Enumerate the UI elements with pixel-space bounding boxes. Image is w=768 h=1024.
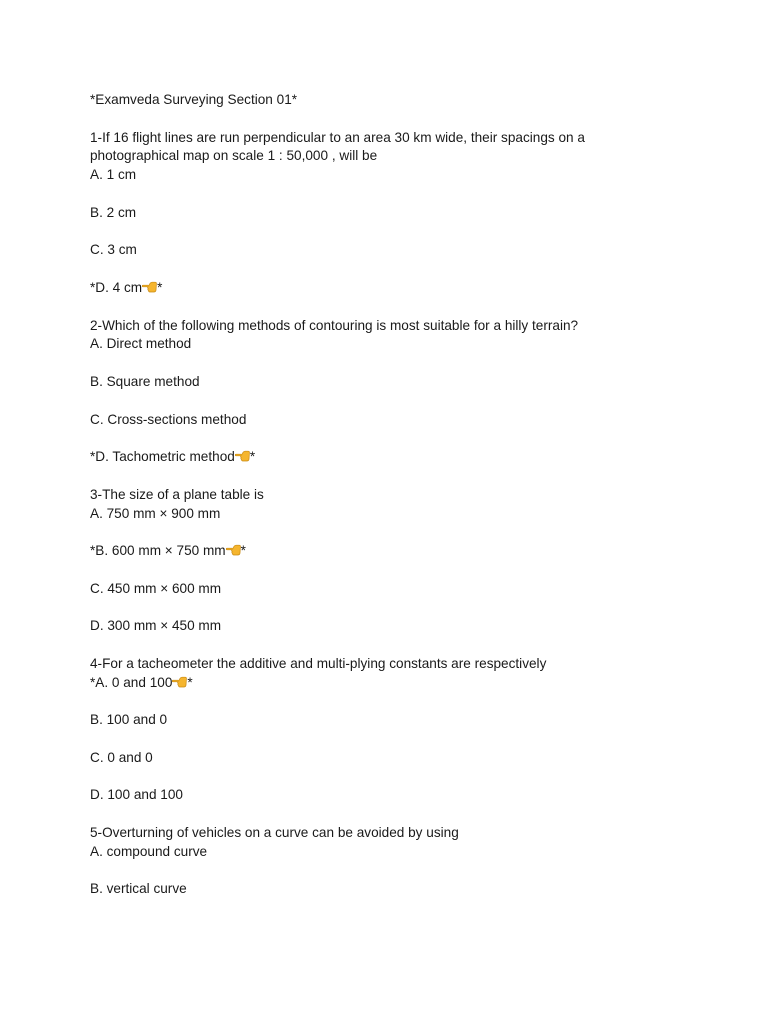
pointing-hand-left-icon xyxy=(235,450,250,462)
spacer xyxy=(90,730,650,749)
spacer xyxy=(90,805,650,824)
document-title: *Examveda Surveying Section 01* xyxy=(90,92,298,107)
q5-option-a: A. compound curve xyxy=(90,843,208,859)
spacer xyxy=(90,260,650,279)
q1-option-a: A. 1 cm xyxy=(90,167,137,183)
spacer xyxy=(90,354,650,373)
q3-option-c: C. 450 mm × 600 mm xyxy=(90,580,222,596)
q1-option-d-text: *D. 4 cm xyxy=(90,279,143,295)
q4-stem: 4-For a tacheometer the additive and multi-plying constants are respectively xyxy=(90,655,547,671)
q4-option-d: D. 100 and 100 xyxy=(90,787,183,803)
q3-option-b-text: *B. 600 mm × 750 mm xyxy=(90,543,226,559)
q4-option-a-correct xyxy=(90,674,650,693)
q1-option-c: C. 3 cm xyxy=(90,242,137,258)
q5-option-b: B. vertical curve xyxy=(90,881,187,897)
q4-option-a-text: *A. 0 and 100 xyxy=(90,674,173,690)
pointing-hand-left-icon xyxy=(142,281,157,293)
spacer xyxy=(90,223,650,242)
spacer xyxy=(90,185,650,204)
spacer xyxy=(90,298,650,317)
spacer xyxy=(90,429,650,448)
spacer xyxy=(90,110,650,129)
q3-option-d: D. 300 mm × 450 mm xyxy=(90,618,222,634)
spacer xyxy=(90,467,650,486)
q1-stem-line2: photographical map on scale 1 : 50,000 , will be xyxy=(90,148,378,164)
document-page xyxy=(90,91,650,899)
q2-option-d-correct xyxy=(90,448,650,467)
spacer xyxy=(90,636,650,655)
spacer xyxy=(90,561,650,580)
q1-option-d-suffix: * xyxy=(157,279,163,295)
q2-option-d-suffix: * xyxy=(249,449,256,465)
q5-stem: 5-Overturning of vehicles on a curve can be avoided by using xyxy=(90,825,459,841)
spacer xyxy=(90,693,650,712)
q3-option-b-correct xyxy=(90,542,650,561)
spacer xyxy=(90,599,650,618)
q2-option-a: A. Direct method xyxy=(90,336,192,352)
q4-option-b: B. 100 and 0 xyxy=(90,712,168,728)
q2-stem: 2-Which of the following methods of contouring is most suitable for a hilly terrain? xyxy=(90,317,579,333)
q3-option-b-suffix: * xyxy=(240,543,246,559)
q1-stem-line1: 1-If 16 flight lines are run perpendicular to an area 30 km wide, their spacings on a xyxy=(90,129,585,145)
spacer xyxy=(90,862,650,881)
q1-option-d-correct xyxy=(90,279,650,298)
pointing-hand-left-icon xyxy=(172,676,187,688)
q3-stem: 3-The size of a plane table is xyxy=(90,486,264,502)
q2-option-c: C. Cross-sections method xyxy=(90,411,247,427)
q4-option-c: C. 0 and 0 xyxy=(90,749,153,765)
spacer xyxy=(90,768,650,787)
pointing-hand-left-icon xyxy=(226,544,241,556)
q2-option-d-text: *D. Tachometric method xyxy=(90,449,235,465)
spacer xyxy=(90,392,650,411)
q2-option-b: B. Square method xyxy=(90,373,200,389)
q3-option-a: A. 750 mm × 900 mm xyxy=(90,505,221,521)
spacer xyxy=(90,523,650,542)
q1-option-b: B. 2 cm xyxy=(90,204,137,220)
q4-option-a-suffix: * xyxy=(187,674,193,690)
